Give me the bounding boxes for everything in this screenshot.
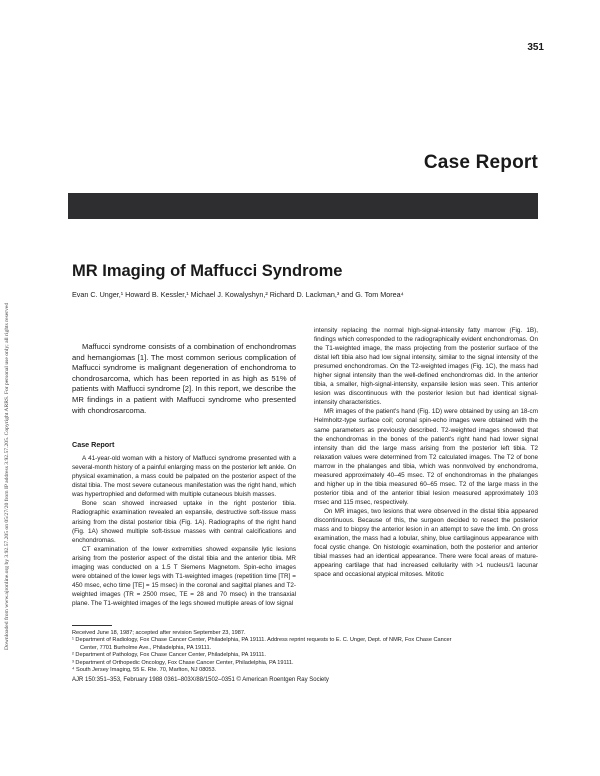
body-paragraph: MR images of the patient's hand (Fig. 1D) were obtained by using an 18-cm Helmholtz-type surface coil; coronal spin-echo images were obtained with the same parameters as previously described. T2-weighted images showed that the enchondromas in the bones of the patient's right hand had lower signal intensity than did the large mass arising from the posterior left tibia. T2 relaxation values were determined from T2 calculated images. The T2 of bone marrow in the phalanges and tibia, which was nonnvolved by enchondroma, measured approximately 40–45 msec. T2 of enchondromas in the phalanges and higher up in the tibia measured 60–65 msec. T2 of the large mass in the posterior tibia and of the anterior tibial lesion measured approximately 103 msec and 115 msec, respectively.	[314, 408, 538, 506]
body-paragraph: A 41-year-old woman with a history of Maffucci syndrome presented with a several-month history of a painful enlarging mass on the posterior left ankle. On physical examination, a mass could be palpated on the posterior aspect of the distal tibia. The most severe cutaneous manifestation was the right hand, which was hypertrophied and deformed with multiple cutaneous bluish masses.	[72, 455, 296, 499]
footnotes	[72, 630, 542, 674]
left-column	[72, 320, 296, 608]
footnote: ¹ Department of Radiology, Fox Chase Cancer Center, Philadelphia, PA 19111. Address reprint requests to E. C. Unger, Dept. of NMR, Fox Chase Cancer	[72, 637, 452, 644]
footnote: Received June 18, 1987; accepted after revision September 23, 1987.	[72, 630, 246, 636]
footnote: ³ Department of Orthopedic Oncology, Fox Chase Cancer Center, Philadelphia, PA 19111.	[72, 659, 294, 666]
page-number: 351	[527, 42, 544, 53]
right-column	[314, 326, 538, 579]
footnote: ⁴ South Jersey Imaging, 55 E. Rte. 70, Marlton, NJ 08053.	[72, 667, 217, 674]
footnote-rule	[72, 625, 112, 626]
footnote: Center, 7701 Burholme Ave., Philadelphia, PA 19111.	[80, 644, 212, 651]
body-paragraph: intensity replacing the normal high-signal-intensity fatty marrow (Fig. 1B), findings which corresponded to the radiographically evident enchondromas. On the T1-weighted image, the mass projecting from the posterior surface of the distal left tibia also had low signal intensity, similar to the signal intensity of the presumed enchondromas. On the T2-weighted images (Fig. 1C), the mass had higher signal intensity than the well-defined enchondromas did. In the anterior tibia, a smaller, high-signal-intensity, expansile lesion was seen. This anterior lesion was discontinuous with the posterior lesion but had identical signal-intensity characteristics.	[314, 327, 538, 407]
header-band	[68, 193, 538, 219]
section-label: Case Report	[423, 152, 538, 173]
case-report-heading: Case Report	[72, 440, 115, 450]
body-paragraph: On MR images, two lesions that were observed in the distal tibia appeared discontinuous. Because of this, the surgeon decided to resect the posterior mass and to biopsy the anterior lesion in an attempt to save the limb. On gross examination, the mass had a lobular, shiny, blue cartilaginous appearance with focal cystic change. On histologic examination, both the posterior and anterior tibial masses had an identical appearance. There were focal areas of mature-appearing cartilage that had increased cellularity with >1 nucleus/1 lacunar space and occasional atypical mitoses. Mitotic	[314, 507, 538, 579]
author-list: Evan C. Unger,¹ Howard B. Kessler,¹ Michael J. Kowalyshyn,² Richard D. Lackman,³ and G. Tom Morea⁴	[72, 290, 404, 299]
abstract-paragraph: Maffucci syndrome consists of a combination of enchondromas and hemangiomas [1]. The most common serious complication of Maffucci syndrome is malignant degeneration of enchondroma to chondrosarcoma, which has been reported in as high as 51% of patients with Maffucci syndrome [2]. In this report, we describe the MR findings in a patient with Maffucci syndrome who presented with chondrosarcoma.	[72, 342, 296, 415]
download-watermark	[4, 150, 14, 650]
journal-citation: AJR 150:351–353, February 1988 0361–803X/88/1502–0351 © American Roentgen Ray Society	[72, 677, 329, 683]
footnote: ² Department of Pathology, Fox Chase Cancer Center, Philadelphia, PA 19111.	[72, 652, 266, 659]
body-paragraph: CT examination of the lower extremities showed expansile lytic lesions arising from the posterior aspect of the distal tibia and the anterior tibia. MR imaging was conducted on a 1.5 T Siemens Magnetom. Spin-echo images were obtained of the lower legs with T1-weighted images (repetition time [TR] = 450 msec, echo time [TE] = 15 msec) in the coronal and sagittal planes and T2-weighted images (TR = 2500 msec, TE = 28 and 70 msec) in the transaxial plane. The T1-weighted images of the legs showed multiple areas of low signal	[72, 545, 296, 607]
article-title: MR Imaging of Maffucci Syndrome	[72, 262, 343, 280]
download-watermark-text: Downloaded from www.ajronline.org by 3.92.57.205 on 05/27/20 from IP address 3.92.57.205. Copyright ARRS. For personal use only; all rights reserved	[4, 302, 10, 650]
body-paragraph: Bone scan showed increased uptake in the right posterior tibia. Radiographic examination revealed an expansile, destructive soft-tissue mass arising from the distal posterior tibia (Fig. 1A). Radiographs of the right hand (Fig. 1A) showed multiple soft-tissue masses with central calcifications and enchondromas.	[72, 500, 296, 544]
